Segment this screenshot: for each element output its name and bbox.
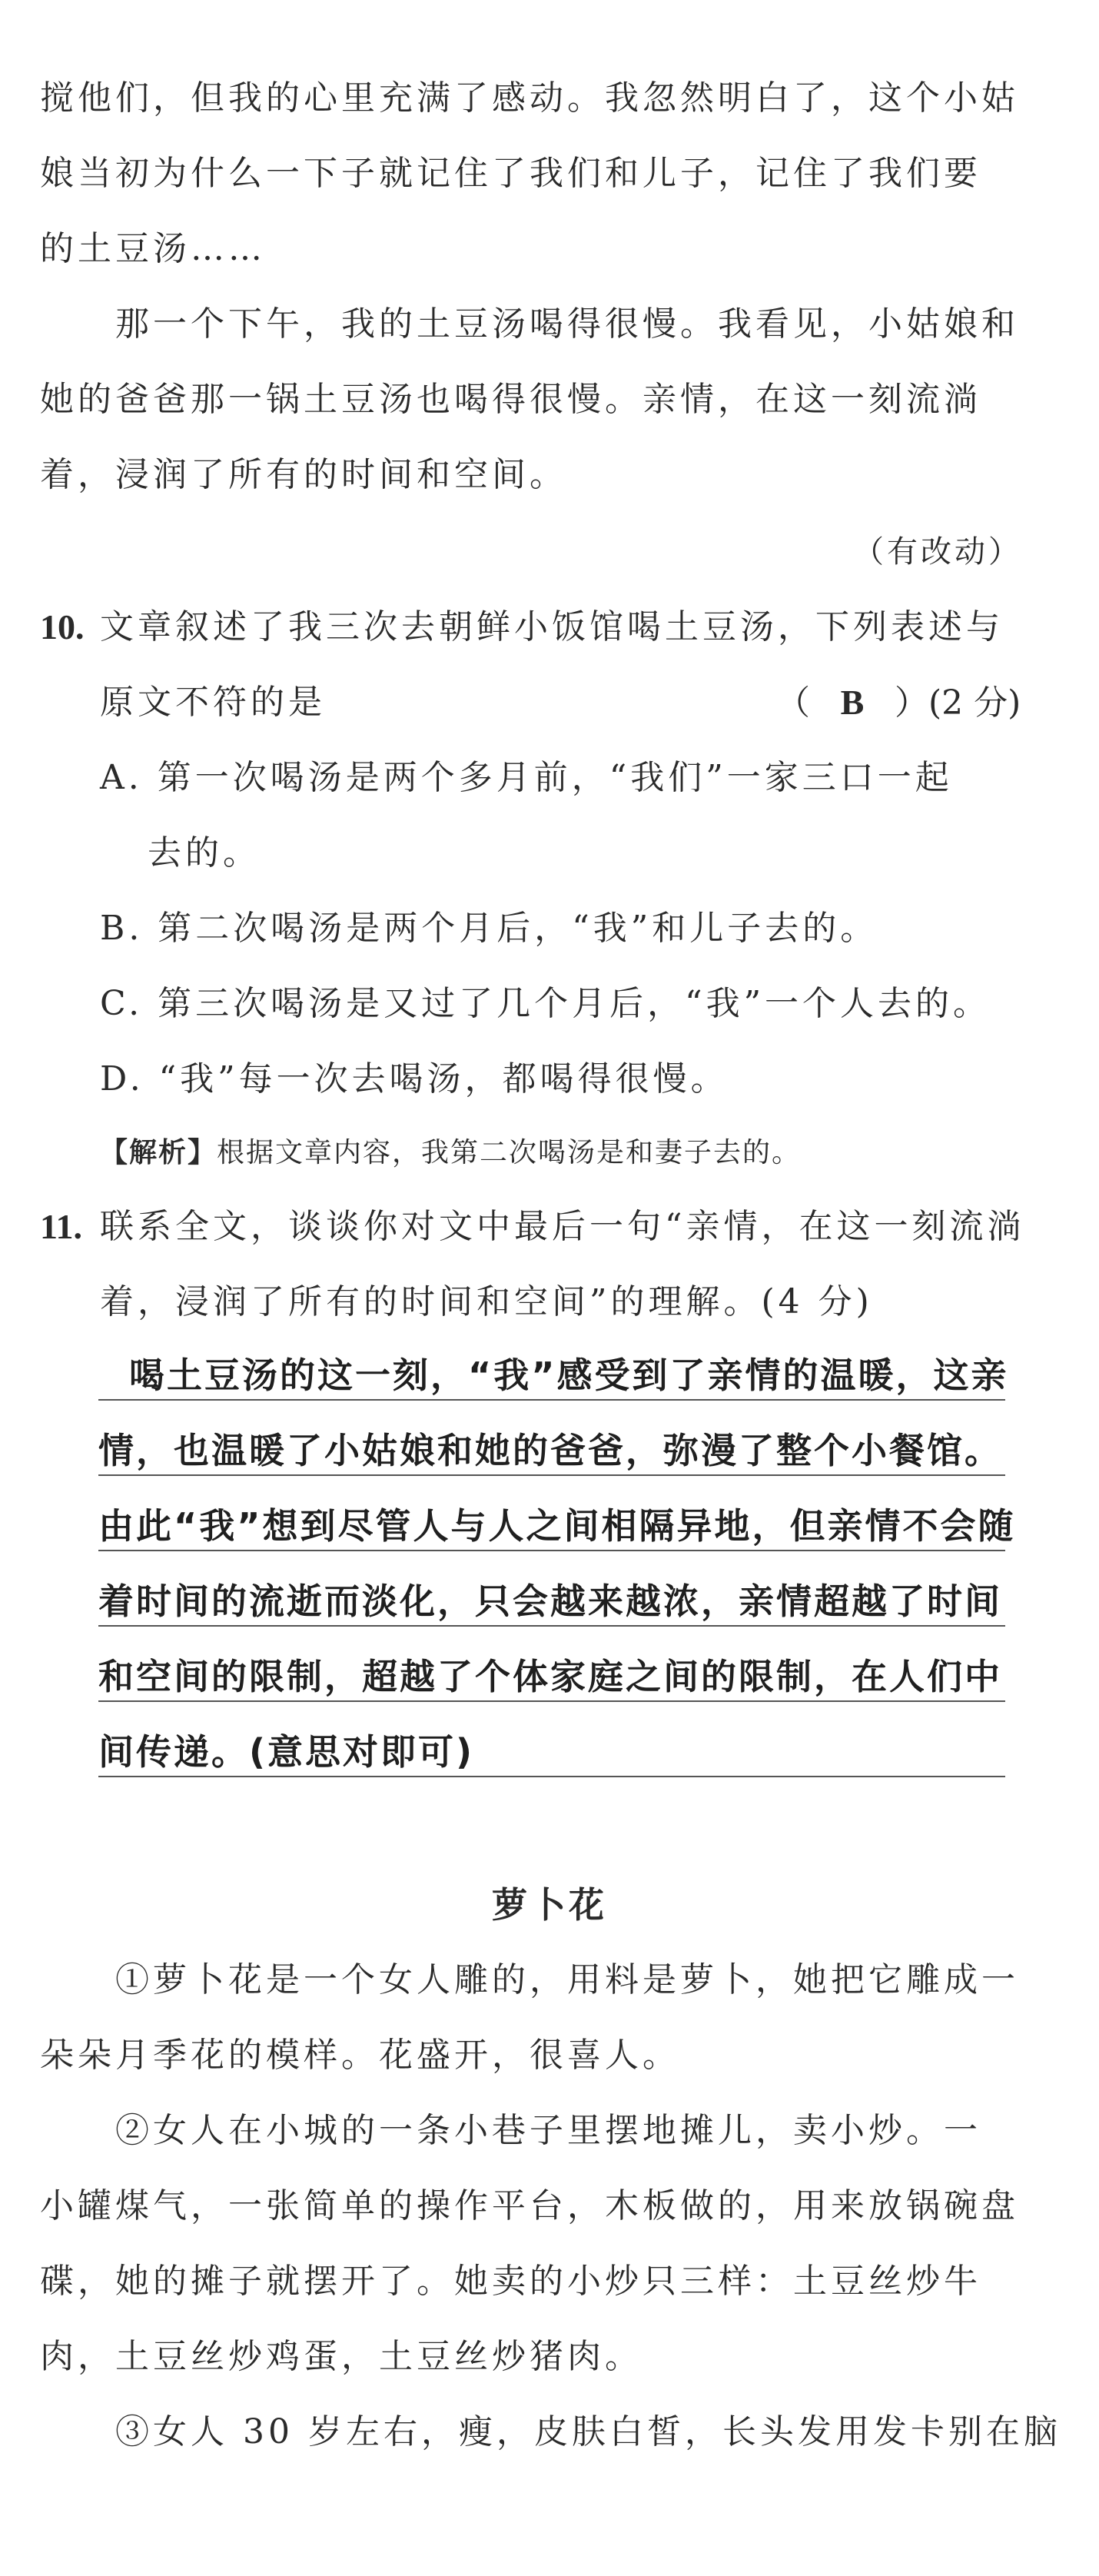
passage-line: 搅他们，但我的心里充满了感动。我忽然明白了，这个小姑 <box>40 78 1019 118</box>
passage-line: 碟，她的摊子就摆开了。她卖的小炒只三样：土豆丝炒牛 <box>40 2262 981 2301</box>
passage-line: ③女人 30 岁左右，瘦，皮肤白皙，长头发用发卡别在脑 <box>115 2412 1061 2451</box>
paren-right: ） <box>895 683 928 723</box>
passage-line: 着，浸润了所有的时间和空间。 <box>40 455 567 494</box>
question-10-answer: B <box>840 683 865 722</box>
passage-line: 她的爸爸那一锅土豆汤也喝得很慢。亲情，在这一刻流淌 <box>40 380 981 419</box>
passage-line: 那一个下午，我的土豆汤喝得很慢。我看见，小姑娘和 <box>115 304 1019 344</box>
question-10-analysis <box>100 1132 801 1175</box>
passage-title: 萝卜花 <box>492 1884 607 1926</box>
question-10-stem: 文章叙述了我三次去朝鲜小饭馆喝土豆汤，下列表述与 <box>100 607 1004 646</box>
passage-line: ①萝卜花是一个女人雕的，用料是萝卜，她把它雕成一 <box>115 1960 1019 1999</box>
question-10-answer-box <box>776 680 1021 726</box>
answer-line: 由此“我”想到尽管人与人之间相隔异地，但亲情不会随 <box>98 1502 1005 1551</box>
passage-line: 娘当初为什么一下子就记住了我们和儿子，记住了我们要 <box>40 154 981 193</box>
option-d: D. “我”每一次去喝汤，都喝得很慢。 <box>100 1059 729 1099</box>
question-10-number: 10. <box>40 607 85 646</box>
question-11-stem: 联系全文，谈谈你对文中最后一句“亲情，在这一刻流淌 <box>100 1207 1025 1246</box>
question-11-stem: 着，浸润了所有的时间和空间”的理解。(4 分) <box>100 1282 873 1321</box>
passage-line: 的土豆汤…… <box>40 229 266 268</box>
analysis-text: 根据文章内容，我第二次喝汤是和妻子去的。 <box>217 1137 802 1168</box>
option-a-continued: 去的。 <box>148 833 261 873</box>
question-10-stem: 原文不符的是 <box>100 683 326 722</box>
question-11-number: 11. <box>40 1207 82 1246</box>
option-c: C. 第三次喝汤是又过了几个月后，“我”一个人去的。 <box>100 984 991 1023</box>
source-note: （有改动） <box>853 534 1022 570</box>
answer-line: 和空间的限制，超越了个体家庭之间的限制，在人们中 <box>98 1653 1005 1702</box>
question-10-score: (2 分) <box>928 683 1021 723</box>
paren-left: （ <box>776 683 810 723</box>
passage-line: 小罐煤气，一张简单的操作平台，木板做的，用来放锅碗盘 <box>40 2186 1019 2225</box>
option-a: A. 第一次喝汤是两个多月前，“我们”一家三口一起 <box>100 758 953 797</box>
analysis-tag: 【解析】 <box>100 1137 217 1168</box>
passage-line: 肉，土豆丝炒鸡蛋，土豆丝炒猪肉。 <box>40 2337 642 2376</box>
passage-line: 朵朵月季花的模样。花盛开，很喜人。 <box>40 2036 680 2075</box>
passage-line: ②女人在小城的一条小巷子里摆地摊儿，卖小炒。一 <box>115 2111 981 2150</box>
answer-line: 着时间的流逝而淡化，只会越来越浓，亲情超越了时间 <box>98 1577 1005 1627</box>
answer-line: 喝土豆汤的这一刻，“我”感受到了亲情的温暖，这亲 <box>98 1351 1005 1401</box>
answer-line: 情，也温暖了小姑娘和她的爸爸，弥漫了整个小餐馆。 <box>98 1427 1005 1476</box>
option-b: B. 第二次喝汤是两个月后，“我”和儿子去的。 <box>100 909 878 948</box>
answer-line: 间传递。(意思对即可) <box>98 1728 1005 1777</box>
